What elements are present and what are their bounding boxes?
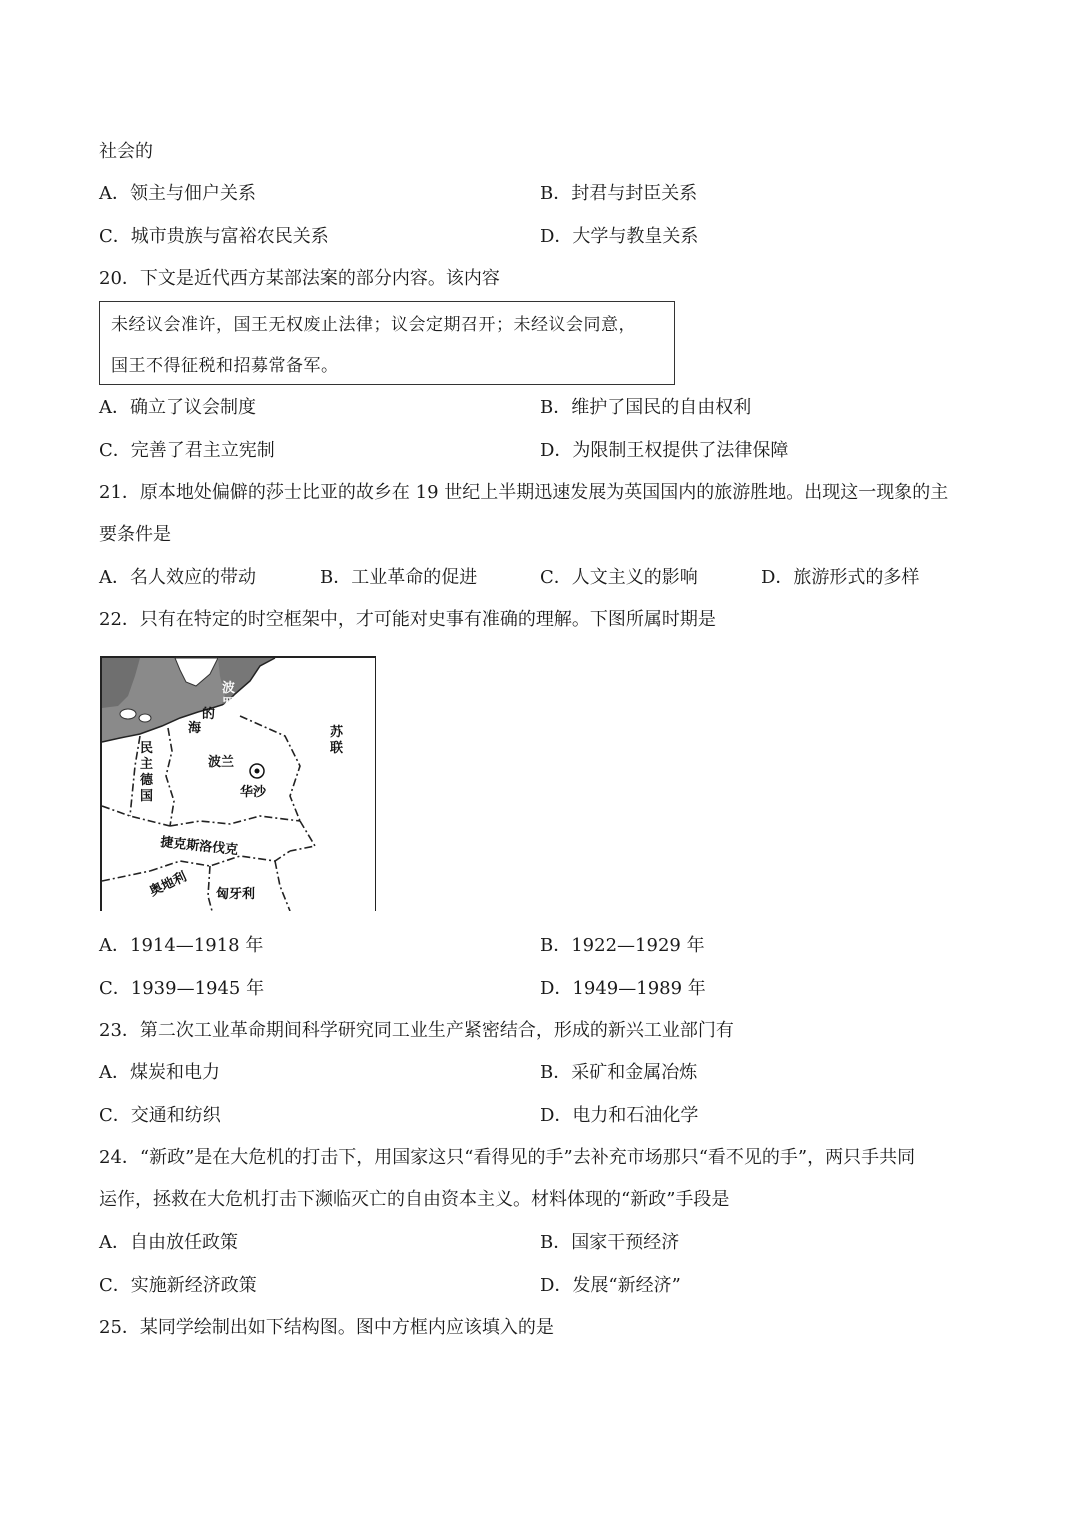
label-gdr-1: 民 [140,741,154,756]
q21-option-b: B．工业革命的促进 [320,567,478,588]
label-baltic-4: 海 [188,721,202,736]
label-gdr-4: 国 [140,789,154,804]
q21-stem-line-2: 要条件是 [99,524,171,545]
q20-quote-line-1: 未经议会准许，国王无权废止法律；议会定期召开；未经议会同意， [111,315,636,335]
label-austria: 奥地利 [147,869,190,900]
q20-quote-line-2: 国王不得征税和招募常备军。 [111,356,339,376]
label-czechoslovakia: 捷克斯洛伐克 [159,835,239,859]
q19-option-c: C．城市贵族与富裕农民关系 [99,226,329,247]
label-hungary: 匈牙利 [216,887,256,902]
q19-continuation: 社会的 [99,141,153,162]
label-ussr-2: 联 [330,741,344,756]
q24-stem-line-1: 24．“新政”是在大危机的打击下，用国家这只“看得见的手”去补充市场那只“看不见的手”，两只手共同 [99,1147,916,1168]
q24-option-a: A．自由放任政策 [99,1232,238,1253]
q24-option-c: C．实施新经济政策 [99,1275,257,1296]
q20-option-a: A．确立了议会制度 [99,397,256,418]
q25-stem: 25．某同学绘制出如下结构图。图中方框内应该填入的是 [99,1317,554,1338]
q24-option-b: B．国家干预经济 [540,1232,680,1253]
q20-option-b: B．维护了国民的自由权利 [540,397,752,418]
label-warsaw: 华沙 [240,785,267,800]
q22-option-b: B．1922—1929 年 [540,935,705,956]
q22-option-d: D．1949—1989 年 [540,978,706,999]
q22-stem: 22．只有在特定的时空框架中，才可能对史事有准确的理解。下图所属时期是 [99,609,716,630]
label-ussr-1: 苏 [330,725,344,740]
q23-option-d: D．电力和石油化学 [540,1105,699,1126]
q21-option-d: D．旅游形式的多样 [761,567,920,588]
q21-stem-line-1: 21．原本地处偏僻的莎士比亚的故乡在 19 世纪上半期迅速发展为英国国内的旅游胜地。出现这一现象的主 [99,482,949,503]
q23-option-c: C．交通和纺织 [99,1105,221,1126]
q21-option-c: C．人文主义的影响 [540,567,698,588]
q24-stem-line-2: 运作，拯救在大危机打击下濒临灭亡的自由资本主义。材料体现的“新政”手段是 [99,1189,730,1210]
label-baltic-1: 波 [222,681,236,696]
central-europe-map [100,656,376,911]
label-baltic-3: 的 [202,707,216,722]
q20-option-c: C．完善了君主立宪制 [99,440,275,461]
label-poland: 波兰 [208,755,235,770]
q21-option-a: A．名人效应的带动 [99,567,256,588]
label-gdr-3: 德 [140,773,154,788]
q19-option-a: A．领主与佃户关系 [99,183,256,204]
q19-option-d: D．大学与教皇关系 [540,226,699,247]
q22-option-a: A．1914—1918 年 [99,935,264,956]
q23-stem: 23．第二次工业革命期间科学研究同工业生产紧密结合，形成的新兴工业部门有 [99,1020,734,1041]
q20-stem: 20．下文是近代西方某部法案的部分内容。该内容 [99,268,500,289]
q23-option-a: A．煤炭和电力 [99,1062,220,1083]
q20-quote-box [99,301,675,385]
label-gdr-2: 主 [140,757,154,772]
q22-option-c: C．1939—1945 年 [99,978,265,999]
label-baltic-2: 罗 [222,697,236,712]
q23-option-b: B．采矿和金属冶炼 [540,1062,698,1083]
q19-option-b: B．封君与封臣关系 [540,183,698,204]
q24-option-d: D．发展“新经济” [540,1275,681,1296]
q20-option-d: D．为限制王权提供了法律保障 [540,440,789,461]
